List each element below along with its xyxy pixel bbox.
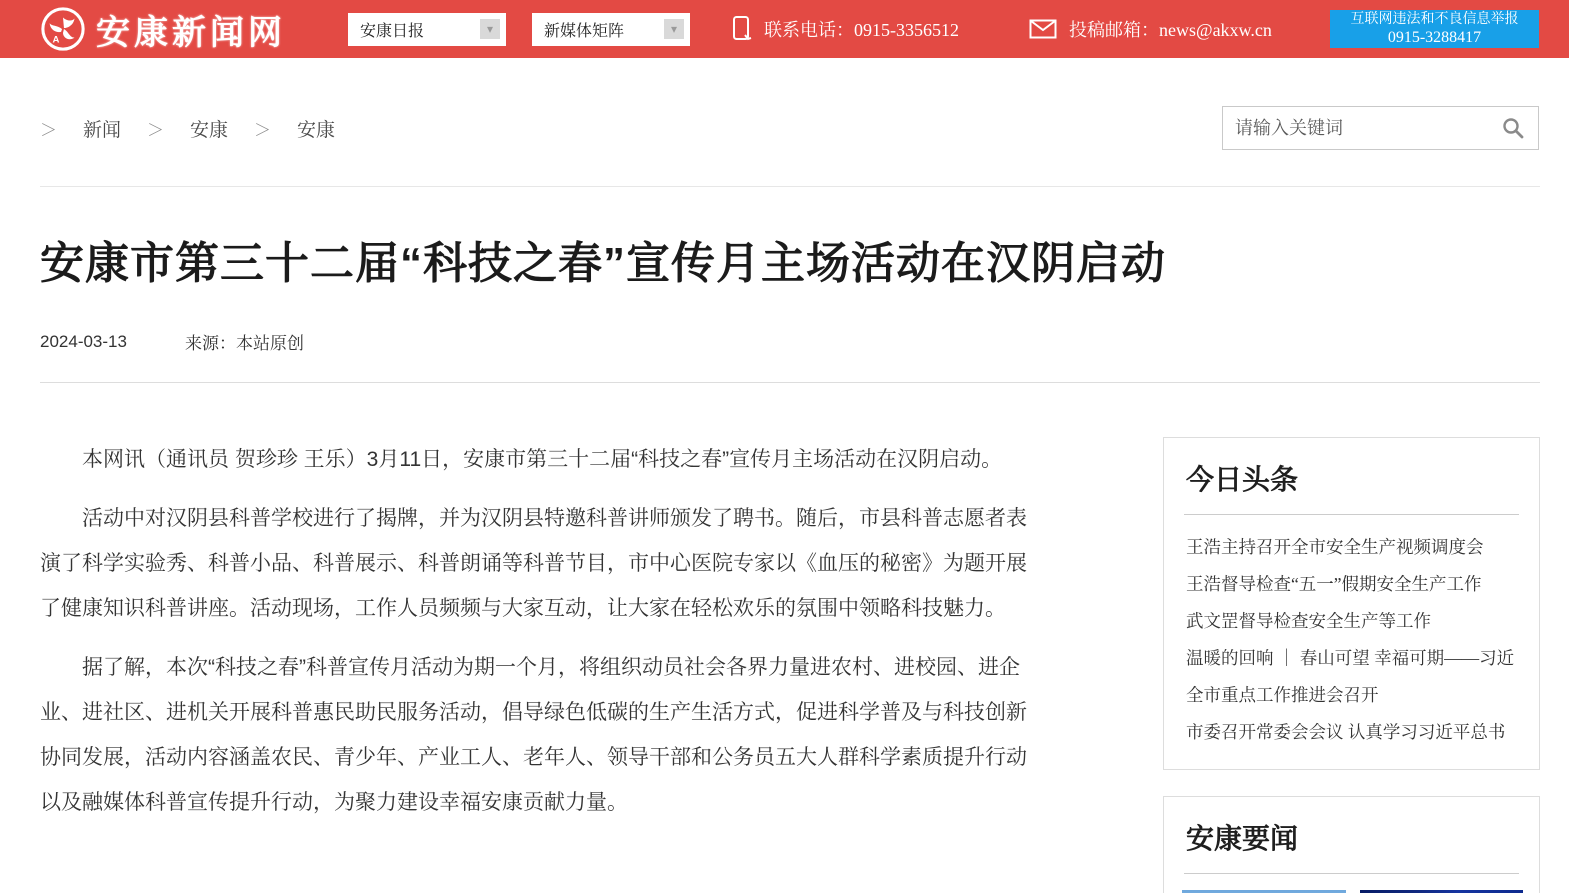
chevron-right-icon: ＞: [40, 120, 57, 140]
chevron-down-icon: ▾: [664, 19, 684, 39]
article-source: 来源：本站原创: [184, 334, 304, 353]
site-logo-icon: [40, 6, 86, 52]
dropdown-ankang-daily[interactable]: [348, 13, 506, 46]
report-button-line1: 互联网违法和不良信息举报: [1350, 10, 1519, 27]
site-logo[interactable]: [40, 5, 286, 54]
article-paragraph: 本网讯（通讯员 贺珍珍 王乐）3月11日，安康市第三十二届“科技之春”宣传月主场活动在汉阴启动。: [82, 448, 1003, 471]
breadcrumb-item-news[interactable]: 新闻: [83, 119, 122, 141]
today-headlines-panel: [1163, 437, 1540, 770]
site-logo-text: 安康新闻网: [96, 14, 286, 52]
illegal-content-report-button[interactable]: [1330, 10, 1539, 48]
breadcrumb-search-row: [0, 58, 1569, 160]
mail-icon: [1029, 19, 1057, 39]
report-button-line2: 0915-3288417: [1387, 28, 1482, 46]
article-date: 2024-03-13: [40, 331, 127, 351]
headline-link[interactable]: 王浩主持召开全市安全生产视频调度会: [1186, 537, 1484, 557]
chevron-right-icon: ＞: [254, 120, 272, 140]
contact-email-label: 投稿邮箱：news@akxw.cn: [1069, 20, 1272, 40]
breadcrumb-item-ankang[interactable]: 安康: [190, 119, 229, 141]
today-headlines-list: [1164, 515, 1539, 769]
dropdown-ankang-daily-label: 安康日报: [360, 22, 425, 40]
search-icon[interactable]: [1500, 115, 1526, 141]
contact-phone: [732, 15, 959, 43]
headline-link[interactable]: 王浩督导检查“五一”假期安全生产工作: [1186, 574, 1482, 594]
svg-text:A: A: [52, 34, 60, 46]
ankang-news-thumbnails: [1164, 874, 1539, 893]
ankang-news-panel: [1163, 796, 1540, 893]
top-header-bar: [0, 0, 1569, 58]
headline-link[interactable]: 全市重点工作推进会召开: [1186, 685, 1379, 705]
headline-link[interactable]: 武文罡督导检查安全生产等工作: [1186, 611, 1431, 631]
chevron-right-icon: ＞: [147, 120, 165, 140]
page-title: 安康市第三十二届“科技之春”宣传月主场活动在汉阴启动: [40, 239, 1166, 288]
breadcrumb-item-ankang-2[interactable]: 安康: [297, 119, 336, 141]
article-header: [0, 187, 1569, 383]
search-box: [1222, 106, 1539, 150]
today-headlines-title: 今日头条: [1186, 465, 1299, 496]
article-paragraph: 据了解，本次“科技之春”科普宣传月活动为期一个月，将组织动员社会各界力量进农村、进校园、进企业、进社区、进机关开展科普惠民助民服务活动，倡导绿色低碳的生产生活方式，促进科学普及与科技创新协同发展，活动内容涵盖农民、青少年、产业工人、老年人、领导干部和公务员五大人群科学素质提升行动以及融媒体科普宣传提升行动，为聚力建设幸福安康贡献力量。: [40, 656, 1027, 814]
breadcrumb: [40, 115, 335, 142]
article-paragraph: 活动中对汉阴县科普学校进行了揭牌，并为汉阴县特邀科普讲师颁发了聘书。随后，市县科普志愿者表演了科学实验秀、科普小品、科普展示、科普朗诵等科普节目，市中心医院专家以《血压的秘密》为题开展了健康知识科普讲座。活动现场，工作人员频频与大家互动，让大家在轻松欢乐的氛围中领略科技魅力。: [40, 507, 1027, 620]
article-body: [40, 437, 1045, 839]
ankang-news-title: 安康要闻: [1186, 824, 1299, 855]
sidebar: [1163, 437, 1540, 893]
article-meta: [40, 329, 1540, 354]
dropdown-new-media-matrix[interactable]: [532, 13, 690, 46]
headline-link[interactable]: 市委召开常委会会议 认真学习习近平总书: [1186, 722, 1506, 742]
contact-phone-label: 联系电话：0915-3356512: [764, 20, 959, 40]
headline-link[interactable]: 温暖的回响 ｜ 春山可望 幸福可期——习近: [1186, 648, 1515, 668]
contact-email[interactable]: [1029, 16, 1272, 42]
chevron-down-icon: ▾: [480, 19, 500, 39]
dropdown-new-media-matrix-label: 新媒体矩阵: [544, 22, 625, 40]
phone-icon: [732, 15, 752, 43]
search-input[interactable]: [1235, 118, 1500, 139]
